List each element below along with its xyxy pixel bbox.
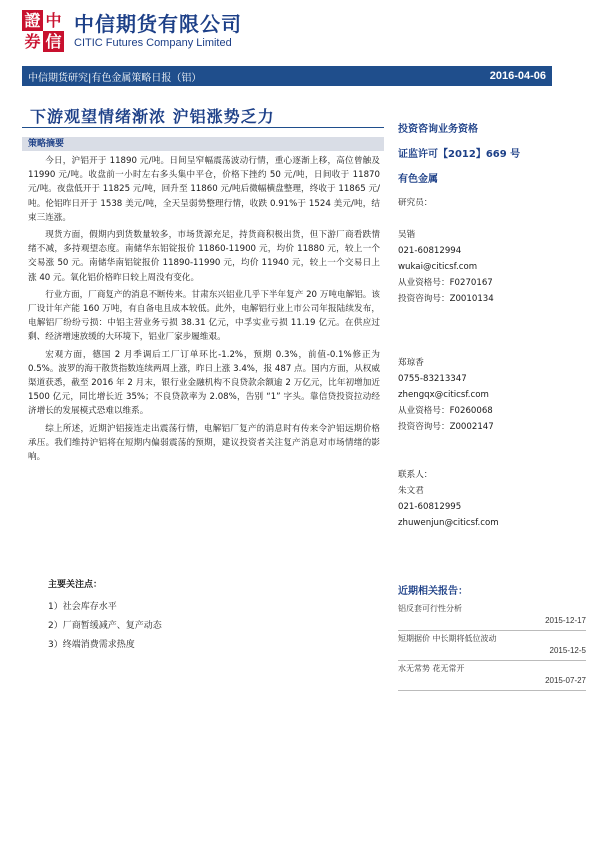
analyst-name: 吴锴: [398, 230, 416, 240]
related-reports: [398, 582, 586, 691]
contact-name: 朱文君: [398, 486, 424, 496]
analyst-cert: 从业资格号：F0260068: [398, 406, 493, 416]
paragraph-industry: 行业方面，厂商复产的消息不断传来。甘肃东兴铝业几乎下半年复产 20 万吨电解铝。该厂设计年产能 160 万吨，有自备电且成本较低。此外，电解铝行业上市公司年报陆续发布，电解铝厂纷纷亏损：中铝主营业务亏损 38.31 亿元，中孚实业亏损 11.19 亿元。在供应过剩、经济增速放缓的大环境下，铝业厂家步履维艰。: [28, 289, 380, 343]
analyst-consult: 投资咨询号：Z0010134: [398, 294, 494, 304]
report-date: 2016-04-06: [489, 70, 546, 82]
analyst-email[interactable]: wukai@citicsf.com: [398, 262, 478, 272]
analyst-phone: 021-60812994: [398, 246, 462, 256]
report-item[interactable]: [398, 661, 586, 691]
paragraph-conclusion: 综上所述，近期沪铝接连走出震荡行情，电解铝厂复产的消息时有传来令沪铝远期价格承压。我们维持沪铝将在短期内偏弱震荡的预期，建议投资者关注复产消息对市场情绪的影响。: [28, 423, 380, 463]
paragraph-spot: 现货方面，假期内到货数量较多，市场货源充足，持货商积极出货，但下游厂商看跌情绪不减，多持观望态度。南储华东铝锭报价 11860-11900 元，均价 11880 元，较上一个交易涨 50 元。南储华南铝锭报价 11890-11990 元，均价 11940 元，较上一个交易日上涨 40 元。氧化铝价格昨日较上周没有变化。: [28, 230, 380, 283]
key-focus-item: 3）终端消费需求热度: [48, 640, 135, 650]
report-banner: [22, 66, 552, 86]
license-number: 证监许可【2012】669 号: [398, 149, 521, 160]
key-focus-heading: 主要关注点：: [48, 580, 103, 590]
analyst-email[interactable]: zhengqx@citicsf.com: [398, 390, 489, 400]
contact-label: 联系人：: [398, 470, 433, 480]
logo-char-2: 中: [45, 10, 62, 30]
analyst-phone: 0755-83213347: [398, 374, 467, 384]
company-logo-icon: [22, 10, 64, 52]
contact-email[interactable]: zhuwenjun@citicsf.com: [398, 518, 499, 528]
report-series-label: 中信期货研究|有色金属策略日报（铝）: [28, 72, 202, 84]
title-divider: [22, 127, 384, 128]
summary-heading: 策略摘要: [22, 137, 384, 151]
report-item-date: 2015-07-27: [545, 676, 586, 685]
sector-label: 有色金属: [398, 174, 438, 185]
report-title: 下游观望情绪渐浓 沪铝涨势乏力: [30, 107, 275, 126]
logo-char-1: 證: [22, 10, 43, 31]
company-name-en: CITIC Futures Company Limited: [74, 37, 232, 49]
report-item-title: 铝反套可行性分析: [398, 604, 462, 613]
contact-phone: 021-60812995: [398, 502, 462, 512]
report-item[interactable]: [398, 601, 586, 631]
report-item-title: 短期据价 中长期将低位波动: [398, 634, 497, 643]
logo-char-3: 券: [24, 31, 41, 51]
company-name-cn: 中信期货有限公司: [74, 12, 242, 36]
qualification-title: 投资咨询业务资格: [398, 124, 478, 135]
report-item-title: 水无常势 花无常开: [398, 664, 465, 673]
key-focus-list: [48, 577, 162, 656]
company-logo-block: [22, 10, 242, 52]
related-reports-heading: 近期相关报告：: [398, 586, 468, 597]
report-item-date: 2015-12-17: [545, 616, 586, 625]
researcher-label: 研究员：: [398, 198, 433, 208]
key-focus-item: 2）厂商暂缓减产、复产动态: [48, 621, 162, 631]
paragraph-macro: 宏观方面，德国 2 月季调后工厂订单环比-1.2%，预期 0.3%，前值-0.1%修正为 0.5%。波罗的海干散货指数连续两周上涨，昨日上涨 3.4%，报 487 点。国内方面，从权威渠道获悉，截至 2016 年 2 月末，银行业金融机构不良贷款余额逾 2 万亿元，比年初增加近 1500 亿元，同比增长近 35%；不良贷款率为 2.08%，告别 “1” 字头。靠信贷投资拉动经济增长的发展模式恐难以维系。: [28, 349, 380, 417]
company-name: [74, 13, 242, 49]
paragraph-open: 今日，沪铝开于 11890 元/吨。日间呈窄幅震荡波动行情，重心逐渐上移，高位曾触及 11990 元/吨。收盘前一小时左右多头集中平仓，价格下挫约 50 元/吨，日间收于 11870 元/吨。夜盘低开于 11825 元/吨，回升至 11860 元/吨后微幅横盘整理，终收于 11865 元/吨。伦铝昨日开于 1538 美元/吨，全天呈弱势整理行情，收跌 0.91%于 1524 美元/吨，结束三连涨。: [28, 156, 380, 223]
analyst-name: 郑琼香: [398, 358, 424, 368]
analyst-cert: 从业资格号：F0270167: [398, 278, 493, 288]
report-item-date: 2015-12-5: [549, 646, 586, 655]
report-item[interactable]: [398, 631, 586, 661]
analyst-consult: 投资咨询号：Z0002147: [398, 422, 494, 432]
summary-body: [28, 154, 380, 467]
logo-char-4: 信: [43, 31, 64, 52]
key-focus-item: 1）社会库存水平: [48, 602, 117, 612]
sidebar: [398, 120, 588, 531]
